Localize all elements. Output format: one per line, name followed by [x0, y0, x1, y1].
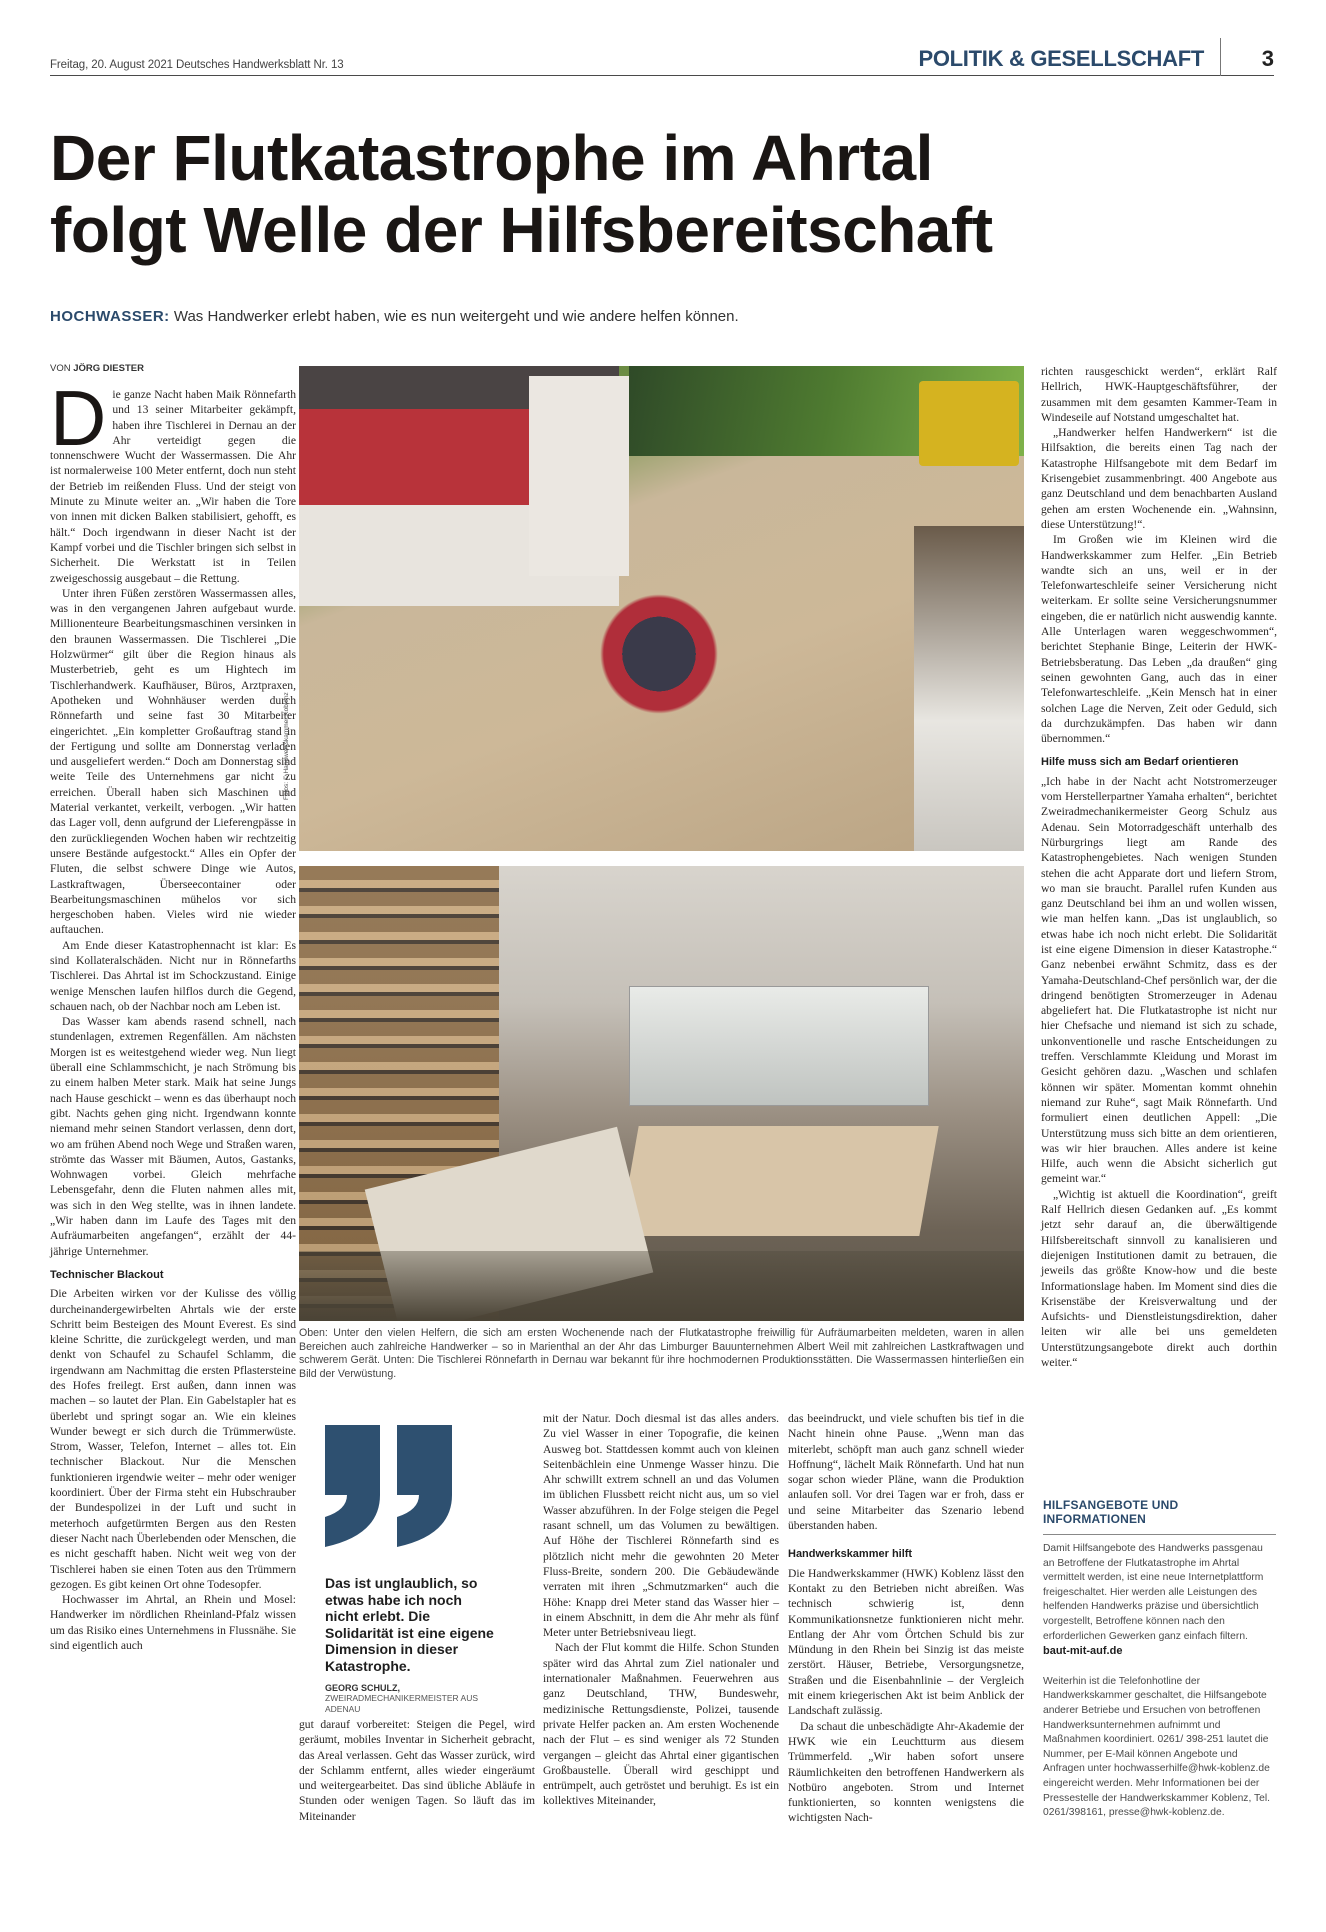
- paragraph: Nach der Flut kommt die Hilfe. Schon Stunden später wird das Ahrtal zum Ziel nationaler und internationaler Maßnahmen. Feuerwehren aus ganz Deutschland, THW, Bundeswehr, medizinische Rettungsdienste, Polizei, tausende private Helfer packen an. Am ersten Wochenende nach der Flut – es sind weniger als 72 Stunden vergangen – gleicht das Ahrtal einer gigantischen Großbaustelle. Überall wird geschippt und entrümpelt, auch getröstet und beruhigt. Es ist ein kollektives Miteinander,: [543, 1641, 779, 1808]
- article-column-3: [543, 1411, 779, 1809]
- article-column-2: [299, 1717, 535, 1824]
- kicker-label: HOCHWASSER:: [50, 308, 170, 325]
- info-box-url-link[interactable]: baut-mit-auf.de: [1043, 1645, 1123, 1658]
- paragraph: Die Handwerkskammer (HWK) Koblenz lässt den Kontakt zu den Betrieben nicht abreißen. Was technisch schwierig ist, denn Kommunikationsnetze funktionieren nicht mehr. Entlang der Ahr vom Örtchen Schuld bis zur Mündung in den Rhein bei Sinzig ist das meiste zerstört. Häuser, Betriebe, Versorgungsnetze, Straßen und die Eisenbahnlinie – der Vergleich mit einem kriegerischen Akt ist beim Anblick der Landschaft zulässig.: [788, 1566, 1024, 1718]
- pull-quote-author: GEORG SCHULZ,: [325, 1683, 401, 1693]
- photo-truck: [919, 381, 1019, 466]
- article-column-5: [1041, 364, 1277, 1370]
- headline-line-2: folgt Welle der Hilfsbereitschaft: [50, 194, 993, 266]
- info-box-paragraph: Weiterhin ist die Telefonhotline der Handwerkskammer geschaltet, die Hilfsangebote anderer Betriebe und Ersuchen von betroffenen Handwerksunternehmen aufnimmt und Maßnahmen koordiniert. 0261/ 398-251 lautet die Nummer, per E-Mail können Angebote und Anfragen unter hochwasserhilfe@hwk-koblenz.de eingereicht werden. Mehr Informationen bei der Pressestelle der Handwerkskammer Koblenz, Tel. 0261/398161, presse@hwk-koblenz.de.: [1043, 1675, 1271, 1819]
- info-box: [1043, 1498, 1276, 1821]
- photo-supply-table: [914, 526, 1024, 851]
- photo-destroyed-workshop: [299, 866, 1024, 1321]
- page-header: [50, 40, 1274, 76]
- photo-mud-water: [299, 1251, 1024, 1321]
- drop-cap: D: [50, 374, 107, 462]
- photo-caption: Oben: Unter den vielen Helfern, die sich am ersten Wochenende nach der Flutkatastrophe freiwillig für Aufräumarbeiten meldeten, waren in allen Bereichen auch zahlreiche Handwerker – so in Marienthal an der Ahr das Limburger Bauunternehmen Albert Weil mit zahlreichen Lastkraftwagen und schwerem Gerät. Unten: Die Tischlerei Rönnefarth in Dernau war bekannt für ihre hochmodernen Produktionsstätten. Die Wassermassen hinterließen ein Bild der Verwüstung.: [299, 1327, 1024, 1380]
- kicker-text: Was Handwerker erlebt haben, wie es nun weitergeht und wie andere helfen können.: [169, 308, 739, 325]
- paragraph: Im Großen wie im Kleinen wird die Handwerkskammer zum Helfer. „Ein Betrieb wandte sich an uns, weil er in der Telefonwarteschleife seiner Versicherung nicht weiterkam. Er sollte seine Versicherungsnummer eingeben, die er natürlich nicht auswendig kannte. Alle Unterlagen waren weggeschwommen“, berichtet Stephanie Binge, Leiterin der HWK-Betriebsberatung. Das Leben „da draußen“ ging seinen gewohnten Gang, auch das in einer Telefonwarteschleife. „Kein Mensch hat in einer solchen Lage die Nerven, Zeit oder Geduld, sich da durchzukämpfen. Das haben wir dann übernommen.“: [1041, 533, 1277, 746]
- headline: [50, 122, 1274, 266]
- paragraph: „Handwerker helfen Handwerkern“ ist die Hilfsaktion, die bereits einen Tag nach der Katastrophe Hilfsangebote mit dem Bedarf im Krisengebiet zusammenbringt. 400 Angebote aus ganz Deutschland und dem benachbarten Ausland gehen am ersten Wochenende ein. „Wahnsinn, diese Unterstützung!“.: [1041, 426, 1277, 531]
- photo-crowd: [529, 566, 789, 786]
- paragraph: „Wichtig ist aktuell die Koordination“, greift Ralf Hellrich diesen Gedanken auf. „Es kommt jetzt sehr darauf an, die überwältigende Hilfsbereitschaft sinnvoll zu kanalisieren und diejenigen Institutionen damit zu betrauen, die jeweils das größte Know-how und die beste Informationslage haben. Im Moment sind dies die Krisenstäbe der Kreisverwaltung und der Aufsichts- und Dienstleistungsdirektion, daher leiten wir alle bei uns gemeldeten Unterstützungsangebote direkt auch dorthin weiter.“: [1041, 1187, 1277, 1369]
- photo-credit: Fotos: © Handwerkskammer Koblenz: [283, 692, 290, 800]
- quote-marks-icon: [325, 1425, 465, 1550]
- paragraph: Das Wasser kam abends rasend schnell, nach stundenlagen, extremen Regenfällen. Am nächsten Morgen ist es weitestgehend wieder weg. Nun liegt überall eine Schlammschicht, je nach Strömung bis zu einem halben Meter stark. Maik hat seine Jungs nach Hause geschickt – wenn es das überhaupt noch gibt. Nachts gehen ging nicht. Irgendwann konnte niemand mehr seinen Standort verlassen, denn dort, wo am frühen Abend noch Wege und Straßen waren, strömte das Wasser mit Bäumen, Autos, Gastanks, Wohnwagen vorbei. Gleich mehrfache Lebensgefahr, denn die Fluten nahmen alles mit, was sich in den Weg stellte, was in ihnen landete. „Wir haben dann im Laufe des Tages mit den Aufräumarbeiten angefangen“, erzählt der 44-jährige Unternehmer.: [50, 1015, 296, 1258]
- section-title: POLITIK & GESELLSCHAFT: [918, 46, 1204, 71]
- article-column-1: [50, 374, 296, 1653]
- photo-house-white: [529, 376, 629, 576]
- paragraph: Hochwasser im Ahrtal, an Rhein und Mosel: Handwerker im nördlichen Rheinland-Pfalz wissen um das Risiko eines Unternehmens in Flussnähe. Sie sind eigentlich auch: [50, 1593, 296, 1653]
- paragraph: Am Ende dieser Katastrophennacht ist klar: Es sind Kollateralschäden. Nicht nur in Rönnefarths Tischlerei. Das Ahrtal ist im Schockzustand. Einige wenige Menschen laufen hilflos durch die Gegend, schauen nach, ob der Nachbar noch am Leben ist.: [50, 938, 296, 1013]
- pull-quote: [325, 1425, 495, 1715]
- header-divider: [1220, 38, 1221, 76]
- kicker: [50, 308, 739, 325]
- byline: [50, 363, 144, 374]
- paragraph: Unter ihren Füßen zerstören Wassermassen alles, was in den vergangenen Jahren aufgebaut wurde. Millionenteure Bearbeitungsmaschinen versinken in den braunen Wassermassen. Die Tischlerei „Die Holzwürmer“ gilt über die Region hinaus als Musterbetrieb, geht es um Hightech im Tischlerhandwerk. Kaufhäuser, Büros, Arztpraxen, Apotheken und Wohnhäuser werden durch Rönnefarth und seine fast 30 Mitarbeiter eingerichtet. „Ein kompletter Großauftrag stand in der Fertigung und sollte am Donnerstag verladen und ausgeliefert werden.“ Doch am Donnerstag sind weite Teile des Unternehmens gar nicht zu erreichen. Überall haben sich Maschinen und Material verkantet, verkeilt, verbogen. „Wir hatten das Lager voll, denn aufgrund der Lieferengpässe in den zurückliegenden Wochen haben wir rechtzeitig unsere Bestände aufgestockt.“ Alles ein Opfer der Fluten, die selbst schwere Dinge wie Autos, Lastkraftwagen, Überseecontainer oder Bearbeitungsmaschinen mühelos vor sich hergeschoben haben. Vieles wird nie wieder auftauchen.: [50, 586, 296, 937]
- info-box-paragraph: Damit Hilfsangebote des Handwerks passgenau an Betroffene der Flutkatastrophe im Ahrtal vermittelt werden, ist eine neue Internetplattform freigeschaltet. Hier werden alle Leistungen des helfenden Handwerks präzise und übersichtlich vorgestellt, Betroffene können nach den erforderlichen Gewerken ganz einfach filtern.: [1043, 1543, 1264, 1642]
- pull-quote-text: Das ist unglaublich, so etwas habe ich noch nicht erlebt. Die Solidarität ist eine eigene Dimension in dieser Katastrophe.: [325, 1575, 494, 1674]
- paragraph: das beeindruckt, und viele schuften bis tief in die Nacht hinein ohne Pause. „Wenn man das miterlebt, schöpft man auch ganz schnell wieder Hoffnung“, lächelt Maik Rönnefarth. Und hat nun sogar schon wieder Pläne, wann die Produktion anlaufen soll. Vor drei Tagen war er froh, dass er und seine Mitarbeiter das Szenario lebend überstanden haben.: [788, 1412, 1024, 1533]
- subheading-technischer-blackout: Technischer Blackout: [50, 1268, 164, 1281]
- paragraph: gut darauf vorbereitet: Steigen die Pegel, wird geräumt, mobiles Inventar in Sicherheit gebracht, das Areal verlassen. Geht das Wasser zurück, wird der Schlamm entfernt, alles wieder eingeräumt und weitergearbeitet. Das sind übliche Abläufe in Stunden oder wenigen Tagen. So läuft das im Miteinander: [299, 1718, 535, 1823]
- issue-meta: Freitag, 20. August 2021 Deutsches Handwerksblatt Nr. 13: [50, 59, 344, 71]
- paragraph: „Ich habe in der Nacht acht Notstromerzeuger vom Herstellerpartner Yamaha erhalten“, berichtet Zweiradmechanikermeister Georg Schulz aus Adenau. Sein Motorradgeschäft unterhalb des Nürburgrings liegt am Rande des Katastrophengebietes. Nach wenigen Stunden stehen die acht Apparate dort und liefern Strom, wo man sie braucht. Parallel rufen Kunden aus ganz Deutschland bei ihm an und wollen wissen, wie man helfen kann. „Das ist unglaublich, so etwas habe ich noch nicht erlebt. Die Solidarität ist eine eigene Dimension in dieser Katastrophe.“ Ganz nebenbei erwähnt Schmitz, dass es der Yamaha-Deutschland-Chef persönlich war, der die dringend benötigten Stromerzeuger in Adenau abgeliefert hat. Die Flutkatastrophe ist nicht nur hier Chefsache und niemand ist sich zu schade, unkonventionelle und rasche Entscheidungen zu treffen. Verschlammte Kleidung und Morast im Gesicht gehören dazu. „Waschen und schlafen können wir später. Momentan kommt ohnehin niemand zur Ruhe“, sagt Maik Rönnefarth. Und formuliert einen deutlichen Appell: „Die Unterstützung muss sich bitte an dem orientieren, was wir hier brauchen. Alles andere ist keine Hilfe, auch wenn die Absicht sicherlich gut gemeint war.“: [1041, 774, 1277, 1186]
- article-column-4: [788, 1411, 1024, 1826]
- lead-paragraph: [50, 374, 296, 586]
- photo-helpers-marienthal: [299, 366, 1024, 851]
- info-box-title: HILFSANGEBOTE UND INFORMATIONEN: [1043, 1498, 1276, 1535]
- paragraph: Da schaut die unbeschädigte Ahr-Akademie der HWK wie ein Leuchtturm aus diesem Trümmerfeld. „Wir haben sofort unsere Räumlichkeiten den betroffenen Handwerkern als Notbüro angeboten. Strom und Internet funktionierten, so konnten wenigstens die wichtigsten Nach-: [788, 1719, 1024, 1825]
- byline-author: JÖRG DIESTER: [73, 363, 144, 374]
- subheading-hilfe-bedarf: Hilfe muss sich am Bedarf orientieren: [1041, 756, 1239, 769]
- byline-prefix: VON: [50, 363, 74, 374]
- paragraph: mit der Natur. Doch diesmal ist das alles anders. Zu viel Wasser in einer Topografie, die keinen Ausweg bot. Stattdessen kommt auch von kleinen Seitenbächlein eine Unmenge Wasser hinzu. Die Ahr schwillt extrem schnell an und das Volumen im üblichen Flussbett reicht nicht aus, um so viel Wasser abzuführen. In der Folge steigen die Pegel rasant schnell, um das Volumen zu bewältigen. Auf Höhe der Tischlerei Rönnefarth sind es plötzlich nicht mehr die gewohnten 20 Meter Fluss-Breite, sondern 200. Die Gebäudewände verraten mit ihren „Schmutzmarken“ auch die Höhe: Knapp drei Meter stand das Wasser hier – in einem Abschnitt, in dem die Ahr mehr als fünf Meter unter Betriebsniveau liegt.: [543, 1412, 779, 1640]
- photo-machine: [629, 986, 929, 1106]
- subheading-handwerkskammer-hilft: Handwerkskammer hilft: [788, 1548, 913, 1561]
- headline-line-1: Der Flutkatastrophe im Ahrtal: [50, 122, 933, 194]
- paragraph: ie ganze Nacht haben Maik Rönnefarth und 13 seiner Mitarbeiter gekämpft, haben ihre Tischlerei in Dernau an der Ahr verteidigt gegen die tonnenschwere Wucht der Wassermassen. Die Ahr ist normalerweise 100 Meter entfernt, doch nun steht der Betrieb im reißenden Fluss. Und der steigt von Minute zu Minute weiter an. „Wir haben die Tore von innen mit dicken Balken stabilisiert, gehofft, es hält.“ Doch irgendwann in dieser Nacht ist der Kampf vorbei und die Tischler bringen sich selbst in Sicherheit. Die Werkstatt ist in Teilen zweigeschossig ausgebaut – die Rettung.: [50, 388, 296, 585]
- photo-board: [619, 1126, 938, 1236]
- pull-quote-role: ZWEIRADMECHANIKERMEISTER AUS ADENAU: [325, 1693, 479, 1714]
- page-number: 3: [1261, 46, 1274, 71]
- paragraph: richten rausgeschickt werden“, erklärt Ralf Hellrich, HWK-Hauptgeschäftsführer, der zusammen mit dem gesamten Kammer-Team in Windeseile auf Notstand umgeschaltet hat.: [1041, 365, 1277, 424]
- paragraph: Die Arbeiten wirken vor der Kulisse des völlig durcheinandergewirbelten Ahrtals wie der erste Schritt beim Besteigen des Mount Everest. Es sind kleine Schritte, die zurückgelegt werden, und man denkt von Schaufel zu Schaufel Schlamm, die irgendwann am Nachmittag die ersten Pflastersteine des Hofes freilegt. Erst außen, dann innen was machen – so lautet der Plan. Ein Gabelstapler hat es überlebt und springt sogar an. Wie ein kleines Wunder bewegt er sich durch die Trümmerwüste. Strom, Wasser, Telefon, Internet – alles tot. Ein technischer Blackout. Nur die Menschen funktionieren irgendwie weiter – mehr oder weniger koordiniert. Über der Firma steht ein Hubschrauber der Bundespolizei in der Luft und sucht in meterhoch aufgetürmten Bergen aus den Resten dieser Nacht nach Überlebenden oder Menschen, die es nicht geschafft haben. Nicht weit weg von der Tischlerei haben sie einen Toten aus den Trümmern gezogen. Es gibt keinen Ort ohne Todesopfer.: [50, 1287, 296, 1591]
